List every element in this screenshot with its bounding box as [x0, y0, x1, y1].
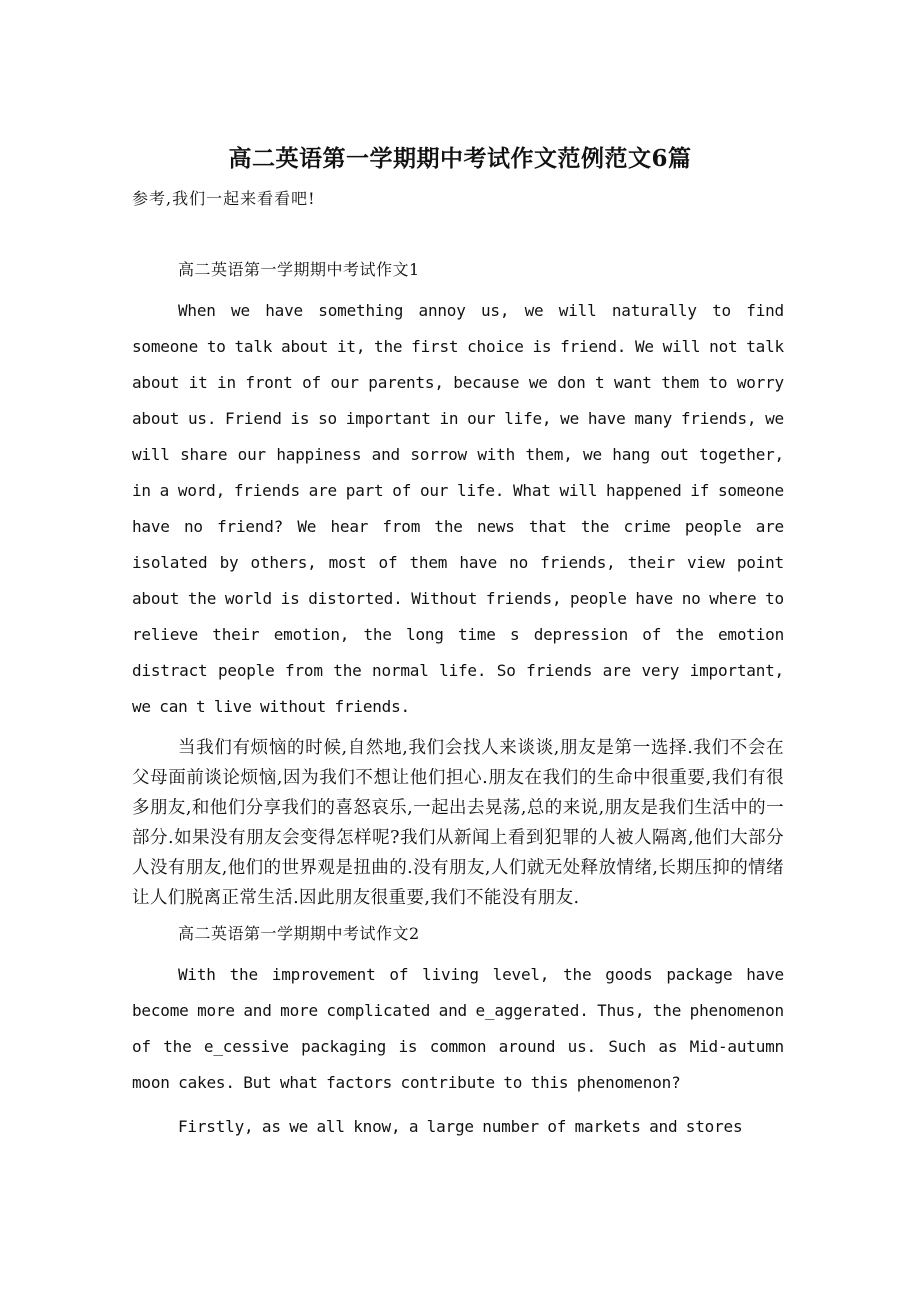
document-body — [132, 255, 784, 1153]
document-title: 高二英语第一学期期中考试作文范例范文6篇 — [228, 145, 692, 172]
essay-2-paragraph-2: Firstly, as we all know, a large number of markets and stores — [178, 1117, 743, 1136]
essay-1-heading: 高二英语第一学期期中考试作文1 — [178, 260, 420, 279]
essay-2-heading: 高二英语第一学期期中考试作文2 — [178, 924, 420, 943]
essay-2-paragraph-1: With the improvement of living level, the goods package have become more and more complicated and e_aggerated. Thus, the phenomenon of the e_cessive packaging is common around us. Such as Mid-autumn moon cakes. But what factors contribute to this phenomenon? — [132, 965, 784, 1092]
essay-1-chinese-paragraph: 当我们有烦恼的时候,自然地,我们会找人来谈谈,朋友是第一选择.我们不会在父母面前谈论烦恼,因为我们不想让他们担心.朋友在我们的生命中很重要,我们有很多朋友,和他们分享我们的喜怒哀乐,一起出去晃荡,总的来说,朋友是我们生活中的一部分.如果没有朋友会变得怎样呢?我们从新闻上看到犯罪的人被人隔离,他们大部分人没有朋友,他们的世界观是扭曲的.没有朋友,人们就无处释放情绪,长期压抑的情绪让人们脱离正常生活.因此朋友很重要,我们不能没有朋友. — [132, 738, 784, 908]
intro-text: 参考,我们一起来看看吧! — [132, 189, 316, 208]
essay-1-english-paragraph: When we have something annoy us, we will naturally to find someone to talk about it, the first choice is friend. We will not talk about it in front of our parents, because we don t want them to worry about us. Friend is so important in our life, we have many friends, we will share our happiness and sorrow with them, we hang out together, in a word, friends are part of our life. What will happened if someone have no friend? We hear from the news that the crime people are isolated by others, most of them have no friends, their view point about the world is distorted. Without friends, people have no where to relieve their emotion, the long time s depression of the emotion distract people from the normal life. So friends are very important, we can t live without friends. — [132, 301, 784, 716]
